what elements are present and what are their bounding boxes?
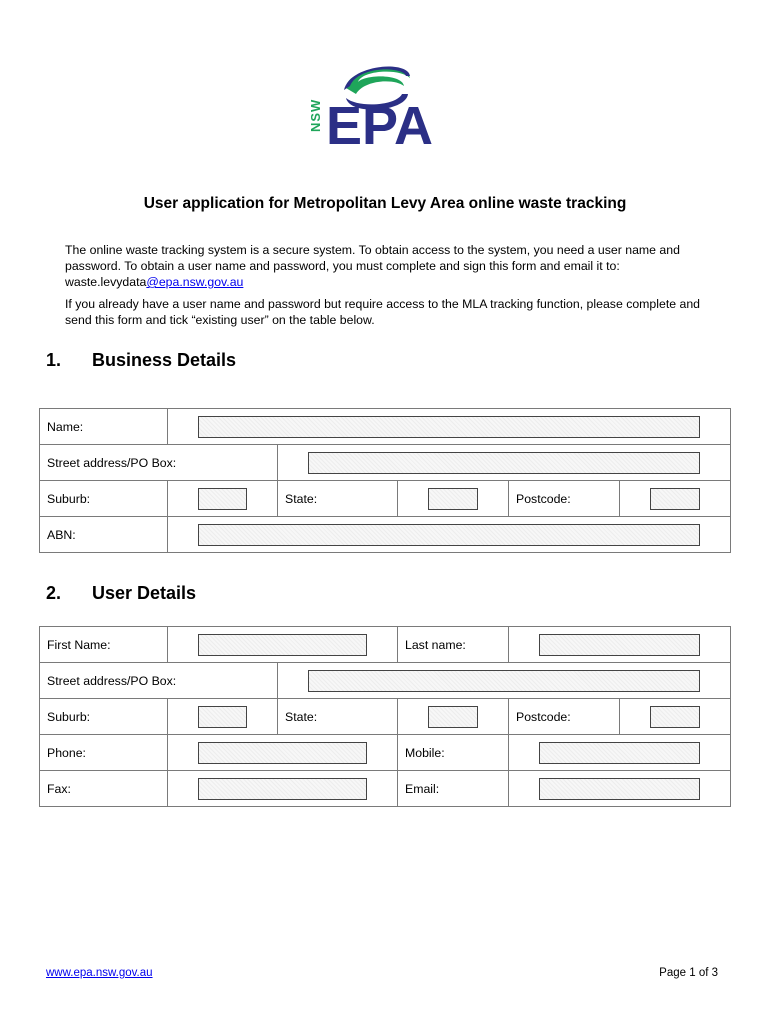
suburb-label: Suburb: (40, 699, 168, 735)
user-suburb-field[interactable] (198, 706, 247, 728)
document-title: User application for Metropolitan Levy Area online waste tracking (143, 195, 627, 212)
business-suburb-field[interactable] (198, 488, 247, 510)
section-number: 1. (46, 350, 62, 370)
section-2-heading (46, 583, 196, 604)
user-state-field[interactable] (428, 706, 478, 728)
table-row (40, 627, 731, 663)
first-name-field[interactable] (198, 634, 367, 656)
fax-field[interactable] (198, 778, 367, 800)
postcode-label: Postcode: (509, 481, 620, 517)
postcode-label: Postcode: (509, 699, 620, 735)
epa-logo (306, 60, 466, 160)
last-name-field[interactable] (539, 634, 700, 656)
section-title: User Details (92, 583, 197, 603)
mobile-field[interactable] (539, 742, 700, 764)
user-street-field[interactable] (308, 670, 700, 692)
street-label: Street address/PO Box: (40, 445, 278, 481)
section-title: Business Details (92, 350, 237, 370)
state-label: State: (278, 481, 398, 517)
business-postcode-field[interactable] (650, 488, 700, 510)
table-row (40, 517, 731, 553)
table-row (40, 663, 731, 699)
logo-nsw-text: NSW (308, 98, 323, 132)
street-label: Street address/PO Box: (40, 663, 278, 699)
abn-field[interactable] (198, 524, 700, 546)
business-details-table (39, 408, 731, 553)
table-row (40, 409, 731, 445)
business-street-field[interactable] (308, 452, 700, 474)
table-row (40, 481, 731, 517)
intro-paragraph-2: If you already have a user name and password but require access to the MLA tracking function, please complete and send this form and tick “existing user” on the table below. (65, 297, 701, 327)
intro-paragraph-1 (65, 242, 725, 290)
user-postcode-field[interactable] (650, 706, 700, 728)
mobile-label: Mobile: (398, 735, 509, 771)
table-row (40, 445, 731, 481)
phone-label: Phone: (40, 735, 168, 771)
last-name-label: Last name: (398, 627, 509, 663)
state-label: State: (278, 699, 398, 735)
name-label: Name: (40, 409, 168, 445)
email-label: Email: (398, 771, 509, 807)
first-name-label: First Name: (40, 627, 168, 663)
suburb-label: Suburb: (40, 481, 168, 517)
business-name-field[interactable] (198, 416, 700, 438)
page-number: Page 1 of 3 (659, 967, 718, 979)
business-state-field[interactable] (428, 488, 478, 510)
website-link[interactable]: www.epa.nsw.gov.au (46, 967, 153, 979)
fax-label: Fax: (40, 771, 168, 807)
table-row (40, 771, 731, 807)
user-details-table (39, 626, 731, 807)
phone-field[interactable] (198, 742, 367, 764)
section-number: 2. (46, 583, 62, 603)
table-row (40, 699, 731, 735)
table-row (40, 735, 731, 771)
intro-text: The online waste tracking system is a secure system. To obtain access to the system, you need a user name and password. To obtain a user name and password, you must complete and sign this form and email it to: waste.levydata (65, 243, 680, 289)
email-link[interactable]: @epa.nsw.gov.au (146, 275, 244, 289)
email-field[interactable] (539, 778, 700, 800)
logo-epa-text: EPA (326, 96, 434, 156)
abn-label: ABN: (40, 517, 168, 553)
section-1-heading (46, 350, 236, 371)
